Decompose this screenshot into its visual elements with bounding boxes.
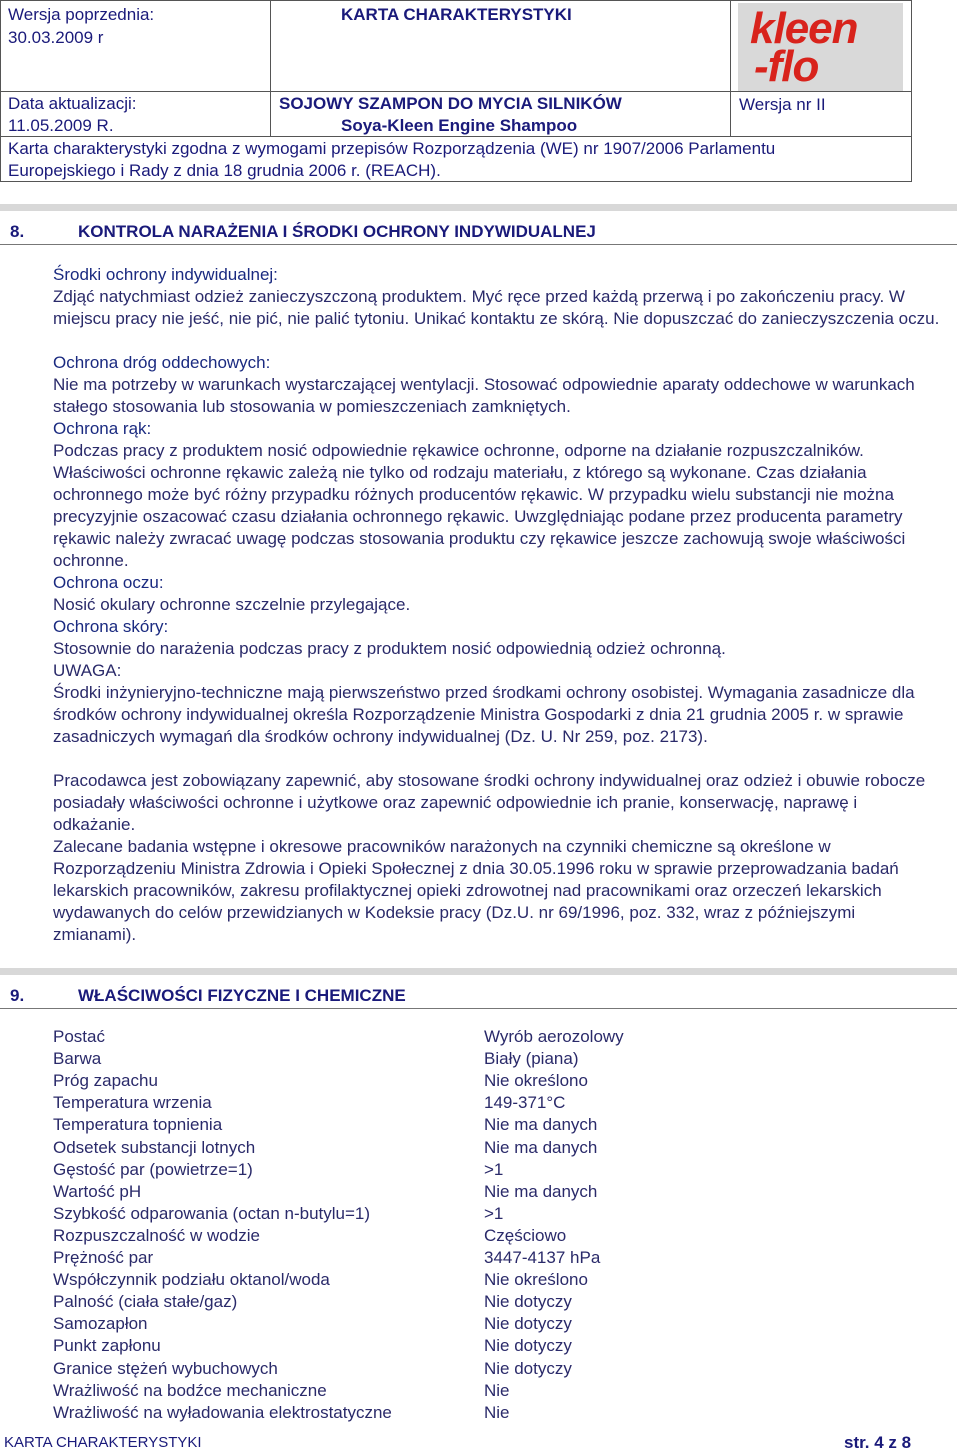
note-text-3: Zalecane badania wstępne i okresowe pracowników narażonych na czynniki chemiczne są określone w Rozporządzeniu Ministra Zdrowia i Opieki Społecznej z dnia 30.05.1996 roku w sprawie przeprowadzania badań lekarskich pracowników, zakresu profilaktycznej opieki zdrowotnej nad pracownikami oraz orzeczeń lekarskich wydawanych do celów przewidzianych w Kodeksie pracy (Dz.U. nr 69/1996, poz. 332, wraz z późniejszymi zmianami). [53, 837, 899, 944]
section-9-underline [0, 1008, 957, 1009]
property-row [53, 1203, 933, 1225]
section-9-title: WŁAŚCIWOŚCI FIZYCZNE I CHEMICZNE [78, 986, 406, 1005]
footer-doc-type: KARTA CHARAKTERYSTYKI [4, 1434, 202, 1451]
header-divider [270, 0, 271, 136]
section-8-underline [0, 244, 957, 245]
property-row [53, 1380, 933, 1402]
note-text-2: Pracodawca jest zobowiązany zapewnić, aby stosowane środki ochrony indywidualnej oraz odzież i obuwie robocze posiadały właściwości ochronne i użytkowe oraz zapewnić odpowiednie ich pranie, konserwację, naprawę i odkażanie. [53, 771, 926, 834]
eyes-heading: Ochrona oczu: [53, 573, 164, 592]
property-value: Nie dotyczy [484, 1358, 572, 1378]
version-number: Wersja nr II [739, 95, 826, 114]
property-name: Wrażliwość na wyładowania elektrostatyczne [53, 1402, 392, 1422]
header-divider [0, 91, 912, 92]
product-name-pl: SOJOWY SZAMPON DO MYCIA SILNIKÓW [279, 94, 622, 113]
skin-heading: Ochrona skóry: [53, 617, 169, 636]
product-name-en: Soya-Kleen Engine Shampoo [341, 116, 578, 135]
property-name: Próg zapachu [53, 1071, 158, 1091]
property-value: Nie określono [484, 1270, 588, 1290]
property-name: Barwa [53, 1049, 102, 1069]
prev-version-label: Wersja poprzednia: [8, 5, 155, 24]
property-row [53, 1358, 933, 1380]
personal-protection-heading: Środki ochrony indywidualnej: [53, 265, 278, 284]
property-row [53, 1269, 933, 1291]
property-row [53, 1114, 933, 1136]
property-name: Temperatura topnienia [53, 1115, 223, 1135]
property-name: Temperatura wrzenia [53, 1093, 212, 1113]
property-row [53, 1026, 933, 1048]
section-8-number: 8. [10, 222, 25, 241]
regulation-line-2: Europejskiego i Rady z dnia 18 grudnia 2006 r. (REACH). [8, 161, 441, 180]
property-row [53, 1070, 933, 1092]
property-value: Nie dotyczy [484, 1292, 572, 1312]
property-value: Nie dotyczy [484, 1314, 572, 1334]
property-name: Rozpuszczalność w wodzie [53, 1225, 260, 1245]
property-value: Nie określono [484, 1071, 588, 1091]
update-date: 11.05.2009 R. [8, 116, 114, 135]
property-name: Punkt zapłonu [53, 1336, 161, 1356]
property-value: Nie ma danych [484, 1181, 598, 1201]
personal-protection-text: Zdjąć natychmiast odzież zanieczyszczoną produktem. Myć ręce przed każdą przerwą i po zakończeniu pracy. W miejscu pracy nie jeść, nie pić, nie palić tytoniu. Unikać kontaktu ze skórą. Nie dopuszczać do zanieczyszczenia oczu. [53, 287, 940, 328]
property-value: Częściowo [484, 1225, 567, 1245]
property-value: >1 [484, 1159, 504, 1179]
eyes-text: Nosić okulary ochronne szczelnie przylegające. [53, 595, 411, 614]
hands-heading: Ochrona rąk: [53, 419, 152, 438]
property-row [53, 1159, 933, 1181]
section-8-title: KONTROLA NARAŻENIA I ŚRODKI OCHRONY INDYWIDUALNEJ [78, 222, 596, 241]
property-name: Odsetek substancji lotnych [53, 1137, 256, 1157]
property-name: Współczynnik podziału oktanol/woda [53, 1270, 330, 1290]
property-row [53, 1092, 933, 1114]
property-row [53, 1402, 933, 1424]
skin-text: Stosownie do narażenia podczas pracy z produktem nosić odpowiednią odzież ochronną. [53, 639, 726, 658]
property-name: Granice stężeń wybuchowych [53, 1358, 278, 1378]
regulation-line-1: Karta charakterystyki zgodna z wymogami przepisów Rozporządzenia (WE) nr 1907/2006 Parlamentu [8, 139, 776, 158]
property-value: Wyrób aerozolowy [484, 1027, 624, 1046]
property-name: Palność (ciała stałe/gaz) [53, 1292, 238, 1312]
header-divider [730, 0, 731, 136]
prev-version-date: 30.03.2009 r [8, 28, 104, 47]
property-name: Samozapłon [53, 1314, 148, 1334]
note-heading: UWAGA: [53, 661, 122, 680]
property-name: Wrażliwość na bodźce mechaniczne [53, 1380, 327, 1400]
property-value: Nie dotyczy [484, 1336, 572, 1356]
property-value: >1 [484, 1203, 504, 1223]
property-row [53, 1137, 933, 1159]
property-value: Nie [484, 1402, 510, 1422]
kleen-flo-logo: kleen -flo [738, 3, 903, 91]
property-row [53, 1291, 933, 1313]
property-row [53, 1335, 933, 1357]
page-number: str. 4 z 8 [844, 1433, 912, 1452]
property-name: Postać [53, 1027, 105, 1046]
note-text-1: Środki inżynieryjno-techniczne mają pierwszeństwo przed środkami ochrony osobistej. Wymagania zasadnicze dla środków ochrony indywidualnej określa Rozporządzenie Ministra Gospodarki z dnia 21 grudnia 2005 r. w sprawie zasadniczych wymagań dla środków ochrony indywidualnej (Dz. U. Nr 259, poz. 2173). [53, 683, 915, 746]
property-value: Biały (piana) [484, 1049, 579, 1069]
property-row [53, 1048, 933, 1070]
property-name: Szybkość odparowania (octan n-butylu=1) [53, 1203, 371, 1223]
respiratory-heading: Ochrona dróg oddechowych: [53, 353, 271, 372]
update-label: Data aktualizacji: [8, 94, 137, 113]
property-row [53, 1225, 933, 1247]
property-value: 149-371°C [484, 1093, 566, 1113]
respiratory-text: Nie ma potrzeby w warunkach wystarczającej wentylacji. Stosować odpowiednie aparaty oddechowe w warunkach stałego stosowania lub stosowania w pomieszczeniach zamkniętych. [53, 375, 915, 416]
property-name: Prężność par [53, 1248, 154, 1267]
property-row [53, 1181, 933, 1203]
property-value: Nie ma danych [484, 1115, 598, 1135]
doc-type-title: KARTA CHARAKTERYSTYKI [341, 5, 572, 24]
property-name: Wartość pH [53, 1181, 142, 1201]
hands-text: Podczas pracy z produktem nosić odpowiednie rękawice ochronne, odporne na działanie rozpuszczalników. Właściwości ochronne rękawic zależą nie tylko od rodzaju materiału, z którego są wykonane. Czas działania ochronnego może być różny przypadku różnych producentów rękawic. W przypadku wielu substancji nie można precyzyjnie oszacować czasu działania ochronnego rękawic. Uwzględniając podane przez producenta parametry rękawic należy zwracać uwagę podczas stosowania produktu czy rękawice jeszcze zachowują swoje właściwości ochronne. [53, 441, 906, 570]
property-value: Nie [484, 1380, 510, 1400]
property-name: Gęstość par (powietrze=1) [53, 1159, 253, 1179]
section-9-number: 9. [10, 986, 25, 1005]
property-row [53, 1247, 933, 1269]
property-row [53, 1313, 933, 1335]
property-value: 3447-4137 hPa [484, 1248, 601, 1267]
property-value: Nie ma danych [484, 1137, 598, 1157]
